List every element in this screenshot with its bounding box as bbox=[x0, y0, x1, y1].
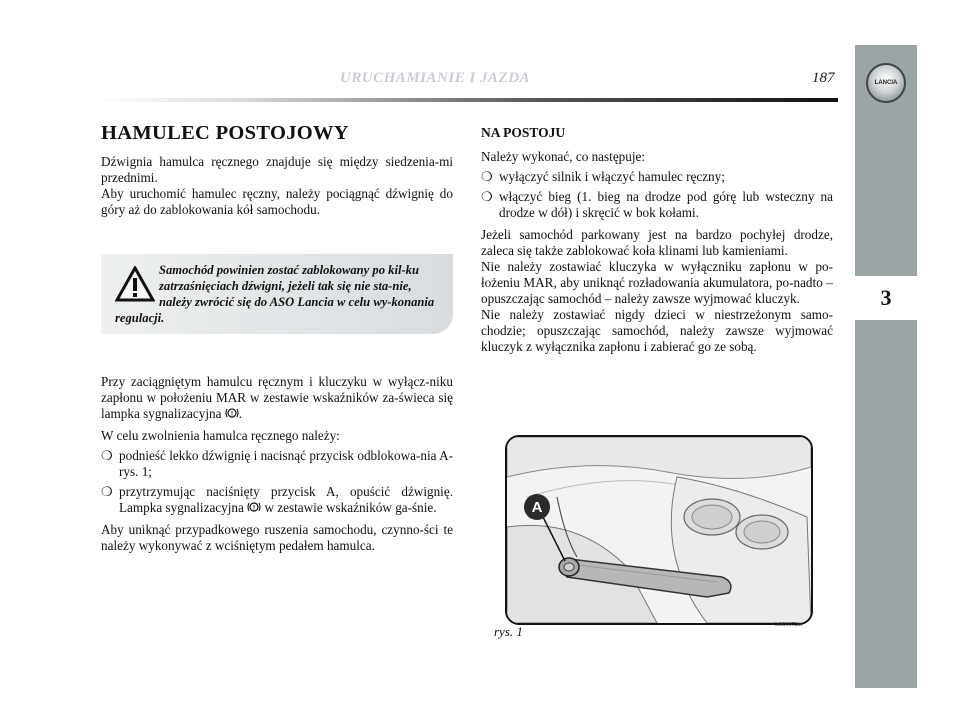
slope-paragraph: Jeżeli samochód parkowany jest na bardzo pochyłej drodze, zaleca się także zablokować koła klinami lub kamieniami. bbox=[481, 227, 833, 258]
step-text-end: w zestawie wskaźników ga-śnie. bbox=[264, 500, 437, 515]
parking-subheading: NA POSTOJU bbox=[481, 125, 566, 140]
safety-paragraph: Aby uniknąć przypadkowego ruszenia samochodu, czynno-ści te należy wykonywać z wciśniętym pedałem hamulca. bbox=[101, 522, 453, 553]
svg-text:!: ! bbox=[253, 505, 256, 512]
parking-brake-lamp-icon bbox=[225, 407, 239, 419]
handbrake-figure bbox=[505, 435, 813, 625]
svg-text:!: ! bbox=[230, 411, 233, 418]
parking-steps-list bbox=[481, 169, 833, 221]
intro-paragraph-2: Aby uruchomić hamulec ręczny, należy pociągnąć dźwignię do góry aż do zablokowania kół samochodu. bbox=[101, 186, 453, 217]
list-item bbox=[101, 448, 453, 480]
intro-paragraph: Dźwignia hamulca ręcznego znajduje się między siedzenia-mi przednimi. bbox=[101, 154, 453, 185]
figure-code: L0E0072m bbox=[775, 622, 802, 628]
list-item bbox=[101, 484, 453, 516]
page-number: 187 bbox=[812, 70, 835, 86]
bullet-icon: ❍ bbox=[481, 169, 493, 184]
section-title: HAMULEC POSTOJOWY bbox=[101, 122, 349, 144]
release-steps-list bbox=[101, 448, 453, 516]
bullet-icon: ❍ bbox=[101, 484, 113, 499]
step-text: podnieść lekko dźwignię i nacisnąć przycisk odblokowa-nia A-rys. 1; bbox=[119, 448, 453, 479]
release-intro: W celu zwolnienia hamulca ręcznego należy: bbox=[101, 428, 340, 443]
figure-caption: rys. 1 bbox=[494, 624, 523, 639]
step-text: wyłączyć silnik i włączyć hamulec ręczny; bbox=[499, 169, 725, 184]
logo-text: LANCIA bbox=[874, 80, 898, 86]
parking-intro: Należy wykonać, co następuje: bbox=[481, 149, 646, 164]
lamp-paragraph-text: Przy zaciągniętym hamulcu ręcznym i kluczyku w wyłącz-niku zapłonu w położeniu MAR w zestawie wskaźników za-świeca się lampka sygnalizacyjna bbox=[101, 374, 453, 421]
step-text: włączyć bieg (1. bieg na drodze pod górę lub wsteczny na drodze w dół) i skręcić w bok kołami. bbox=[499, 189, 833, 220]
lancia-logo bbox=[866, 63, 906, 103]
handbrake-illustration bbox=[507, 437, 811, 623]
bullet-icon: ❍ bbox=[481, 189, 493, 204]
children-paragraph: Nie należy zostawiać nigdy dzieci w niestrzeżonym samo-chodzie; opuszczając samochód, należy zawsze wyjmować kluczyk z wyłącznika zapłonu i zabierać go ze sobą. bbox=[481, 307, 833, 354]
key-paragraph: Nie należy zostawiać kluczyka w wyłączniku zapłonu w po-łożeniu MAR, aby uniknąć rozładowania akumulatora, po-nadto – opuszczając samochód – należy zawsze wyjmować kluczyk. bbox=[481, 259, 833, 306]
callout-a: A bbox=[531, 499, 543, 516]
warning-box bbox=[101, 254, 453, 334]
chapter-number-tab[interactable]: 3 bbox=[855, 276, 917, 320]
chapter-header-title: URUCHAMIANIE I JAZDA bbox=[340, 70, 531, 86]
lamp-paragraph bbox=[101, 374, 453, 422]
header-rule bbox=[98, 98, 838, 102]
list-item bbox=[481, 189, 833, 221]
lamp-paragraph-end: . bbox=[238, 406, 243, 421]
left-column bbox=[101, 122, 453, 554]
step-text: przytrzymując naciśnięty przycisk A, opuścić dźwignię. Lampka sygnalizacyjna bbox=[119, 484, 453, 515]
bullet-icon: ❍ bbox=[101, 448, 113, 463]
parking-brake-lamp-icon bbox=[247, 501, 261, 513]
warning-text: Samochód powinien zostać zablokowany po kil-ku zatrzaśnięciach dźwigni, jeżeli tak się nie sta-nie, należy zwrócić się do ASO Lancia w celu wy-konania regulacji. bbox=[115, 263, 435, 325]
list-item bbox=[481, 169, 833, 185]
chapter-side-bar bbox=[855, 45, 917, 688]
warning-triangle-icon bbox=[115, 266, 155, 302]
right-column bbox=[481, 125, 833, 355]
